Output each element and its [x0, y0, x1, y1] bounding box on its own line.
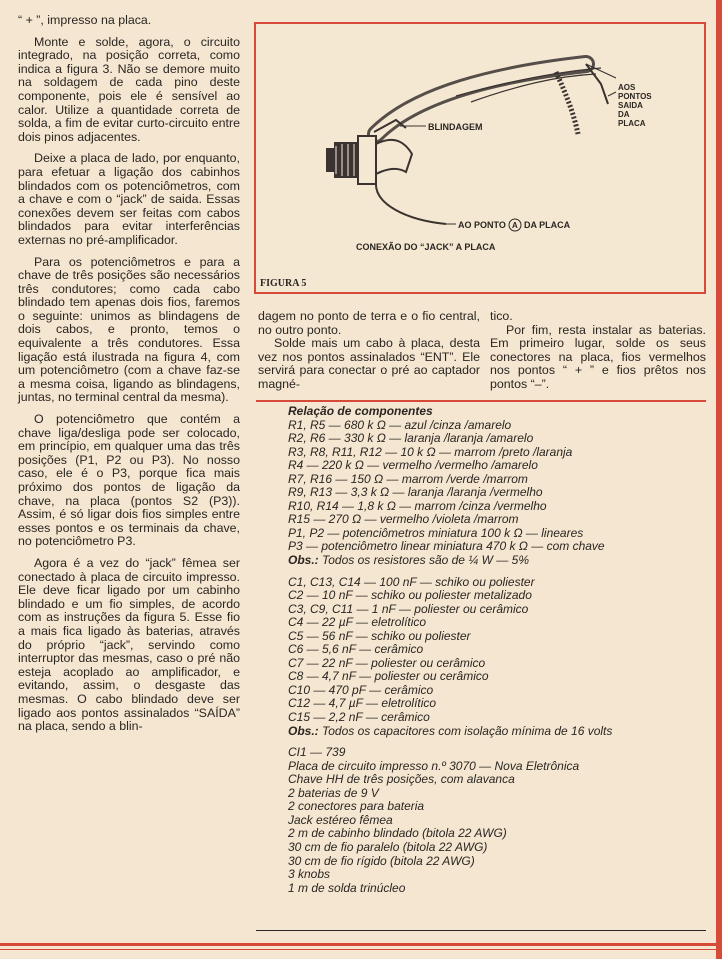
component-item: CI1 — 739: [288, 745, 346, 760]
note-label: Obs.:: [288, 723, 319, 738]
component-item: 30 cm de fio rígido (bitola 22 AWG): [288, 853, 475, 868]
text-column-right: [490, 310, 706, 392]
label-ao-ponto: AO PONTO: [458, 220, 506, 230]
component-item: R15 — 270 Ω — vermelho /violeta /marrom: [288, 512, 519, 527]
component-item: C2 — 10 nF — schiko ou poliester metalizado: [288, 588, 532, 603]
footer-band: [0, 943, 722, 946]
paragraph: Deixe a placa de lado, por enquanto, para efetuar a ligação dos cabinhos blindados com os potenciômetros, com a chave e com o “jack” de saida. Essas conexões devem ser feitas com cabos blindados para evitar interferências externas no pré-amplificador.: [18, 151, 240, 247]
text-column-middle: [258, 310, 480, 392]
component-item: 2 baterias de 9 V: [288, 785, 379, 800]
component-item: R3, R8, R11, R12 — 10 k Ω — marrom /preto /laranja: [288, 444, 573, 459]
text-column-left: [18, 14, 240, 742]
component-item: 2 conectores para bateria: [288, 799, 425, 814]
paragraph: Para os potenciômetros e para a chave de três posições são necessários três condutores; como cada cabo blindado tem apenas dois fios, faremos o seguinte: unimos as blindagens de dois cabos, e pronto, temos o equivalente a três condutores. Essa ligação está ilustrada na figura 4, com um potenciômetro (com a chave faz-se a mesma coisa, ligando as blindagens, juntas, no terminal central da mesma).: [18, 254, 240, 405]
capacitor-list: [288, 576, 708, 725]
paragraph: Por fim, resta instalar as baterias. Em primeiro lugar, solde os seus conectores na placa, fios vermelhos nos pontos “ + ” e fios prêtos nos pontos “–”.: [490, 322, 706, 391]
component-item: C6 — 5,6 nF — cerâmico: [288, 642, 424, 657]
component-list-title: Relação de componentes: [288, 404, 433, 418]
component-item: Chave HH de três posições, com alavanca: [288, 772, 515, 787]
component-item: P3 — potenciômetro linear miniatura 470 k Ω — com chave: [288, 539, 605, 554]
component-list: [288, 405, 708, 895]
component-item: 2 m de cabinho blindado (bitola 22 AWG): [288, 826, 507, 841]
component-item: C3, C9, C11 — 1 nF — poliester ou cerâmico: [288, 601, 529, 616]
page-edge-stripe: [716, 0, 722, 959]
resistor-note: [288, 554, 708, 568]
paragraph: O potenciômetro que contém a chave liga/desliga pode ser colocado, em princípio, em qualquer uma das três posições (P1, P2 ou P3). No nosso caso, ele é o P3, porque fica mais próximo dos pontos de ligação da chave, na placa (pontos S2 (P3)). Assim, é só ligar dois fios simples entre esses pontos e os terminais da chave, no potenciômetro P3.: [18, 412, 240, 549]
component-item: Placa de circuito impresso n.º 3070 — Nova Eletrônica: [288, 758, 580, 773]
component-item: 1 m de solda trinúcleo: [288, 880, 406, 895]
component-item: R10, R14 — 1,8 k Ω — marrom /cinza /vermelho: [288, 498, 547, 513]
label-saida: SAIDA: [618, 101, 643, 110]
component-item: Jack estéreo fêmea: [288, 812, 393, 827]
paragraph: dagem no ponto de terra e o fio central, no outro ponto.: [258, 309, 480, 337]
component-item: C12 — 4,7 µF — eletrolítico: [288, 696, 437, 711]
label-da: DA: [618, 110, 630, 119]
paragraph: Solde mais um cabo à placa, desta vez nos pontos assinalados “ENT”. Ele servirá para conectar o pré ao captador magné-: [258, 336, 480, 391]
component-item: C15 — 2,2 nF — cerâmico: [288, 710, 430, 725]
component-item: C4 — 22 µF — eletrolítico: [288, 615, 427, 630]
label-blindagem: BLINDAGEM: [428, 122, 483, 132]
figure-5: [254, 22, 706, 294]
label-placa: PLACA: [618, 119, 646, 128]
other-parts-list: [288, 746, 708, 895]
paragraph: “ + ”, impresso na placa.: [18, 13, 152, 27]
component-item: C10 — 470 pF — cerâmico: [288, 682, 434, 697]
label-point-a: A: [512, 221, 518, 230]
paragraph: tico.: [490, 309, 513, 323]
component-item: C5 — 56 nF — schiko ou poliester: [288, 628, 471, 643]
resistor-list: [288, 419, 708, 554]
component-item: R2, R6 — 330 k Ω — laranja /laranja /amarelo: [288, 431, 534, 446]
component-item: 30 cm de fio paralelo (bitola 22 AWG): [288, 839, 488, 854]
component-item: C8 — 4,7 nF — poliester ou cerâmico: [288, 669, 489, 684]
label-aos: AOS: [618, 83, 636, 92]
capacitor-note: [288, 725, 708, 739]
label-pontos: PONTOS: [618, 92, 652, 101]
jack-connection-illustration: [256, 24, 704, 292]
figure-caption: FIGURA 5: [260, 278, 307, 289]
note-text: Todos os resistores são de ¼ W — 5%: [318, 553, 529, 568]
component-item: C1, C13, C14 — 100 nF — schiko ou poliester: [288, 574, 535, 589]
note-label: Obs.:: [288, 553, 319, 568]
component-item: P1, P2 — potenciômetros miniatura 100 k Ω — lineares: [288, 525, 584, 540]
label-da-placa: DA PLACA: [524, 220, 571, 230]
section-divider: [256, 400, 706, 402]
component-item: C7 — 22 nF — poliester ou cerâmico: [288, 655, 486, 670]
component-item: R1, R5 — 680 k Ω — azul /cinza /amarelo: [288, 417, 512, 432]
figure-title: CONEXÃO DO “JACK” A PLACA: [356, 242, 496, 252]
paragraph: Monte e solde, agora, o circuito integrado, na posição correta, como indica a figura 3. Não se demore muito na soldagem de cada pino deste componente, pois ele é sensível ao calor. Utilize a quantidade correta de solda, a fim de evitar curto-circuito entre dois pinos adjacentes.: [18, 34, 240, 144]
component-item: R4 — 220 k Ω — vermelho /vermelho /amarelo: [288, 458, 538, 473]
paragraph: Agora é a vez do “jack” fêmea ser conectado à placa de circuito impresso. Ele deve ficar ligado por um cabinho blindado e um fio simples, de acordo com as instruções da figura 5. Esse fio a mais fica ligado às baterias, através do próprio “jack”, servindo como interruptor das mesmas, caso o pré não esteja acoplado ao amplificador, e evitando, assim, o desgaste das mesmas. O cabo blindado deve ser ligado aos pontos assinalados “SAÍDA” na placa, sendo a blin-: [18, 555, 240, 734]
component-item: 3 knobs: [288, 867, 331, 882]
component-item: R7, R16 — 150 Ω — marrom /verde /marrom: [288, 471, 528, 486]
list-bottom-rule: [256, 930, 706, 931]
note-text: Todos os capacitores com isolação mínima de 16 volts: [318, 723, 613, 738]
component-item: R9, R13 — 3,3 k Ω — laranja /laranja /vermelho: [288, 485, 543, 500]
footer-line: [0, 949, 722, 950]
